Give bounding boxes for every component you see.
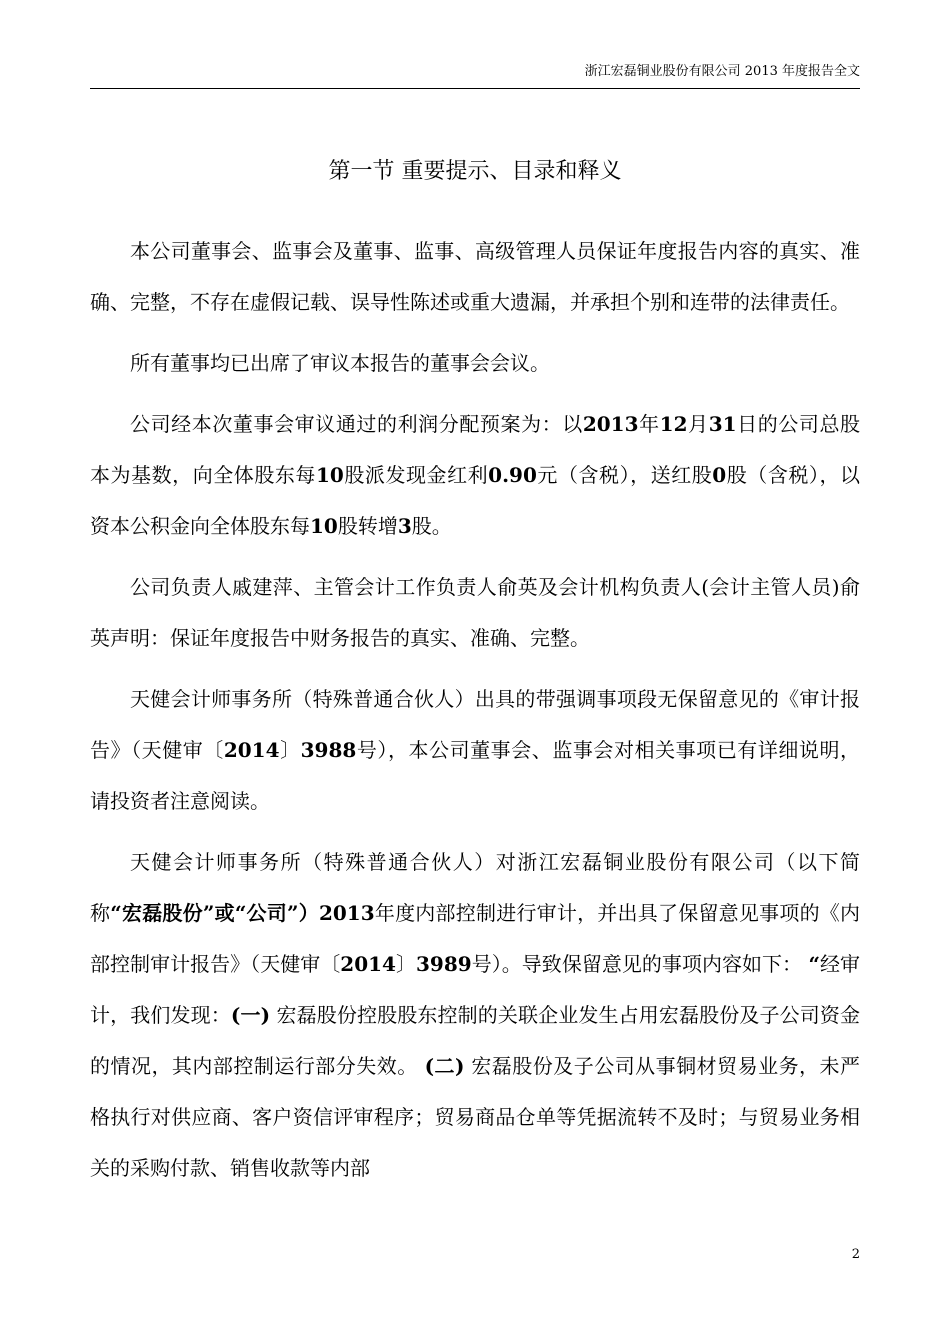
section-title: 第一节 重要提示、目录和释义 [328, 159, 622, 184]
paragraph-attendance: 所有董事均已出席了审议本报告的董事会会议。 [130, 351, 550, 375]
body-content [90, 226, 860, 1204]
header-text: 浙江宏磊铜业股份有限公司 2013 年度报告全文 [584, 64, 860, 79]
paragraph-declaration: 公司负责人戚建萍、主管会计工作负责人俞英及会计机构负责人(会计主管人员)俞英声明：保证年度报告中财务报告的真实、准确、完整。 [90, 575, 860, 650]
page-number: 2 [851, 1247, 860, 1262]
running-header [90, 62, 860, 89]
paragraph-audit-report: 天健会计师事务所（特殊普通合伙人）出具的带强调事项段无保留意见的《审计报告》（天健审〔2014〕3988号），本公司董事会、监事会对相关事项已有详细说明，请投资者注意阅读。 [90, 687, 861, 813]
paragraph-profit-distribution: 公司经本次董事会审议通过的利润分配预案为：以2013年12月31日的公司总股本为基数，向全体股东每10股派发现金红利0.90元（含税），送红股0股（含税），以资本公积金向全体股东每10股转增3股。 [90, 412, 861, 538]
paragraph-responsibility: 本公司董事会、监事会及董事、监事、高级管理人员保证年度报告内容的真实、准确、完整，不存在虚假记载、误导性陈述或重大遗漏，并承担个别和连带的法律责任。 [90, 239, 860, 314]
paragraph-internal-control-audit: 天健会计师事务所（特殊普通合伙人）对浙江宏磊铜业股份有限公司（以下简称“宏磊股份”或“公司”）2013年度内部控制进行审计，并出具了保留意见事项的《内部控制审计报告》（天健审〔2014〕3989号）。导致保留意见的事项内容如下： “经审计，我们发现：(一) 宏磊股份控股股东控制的关联企业发生占用宏磊股份及子公司资金的情况，其内部控制运行部分失效。 (二) 宏磊股份及子公司从事铜材贸易业务，未严格执行对供应商、客户资信评审程序；贸易商品仓单等凭据流转不及时；与贸易业务相关的采购付款、销售收款等内部 [90, 850, 861, 1180]
